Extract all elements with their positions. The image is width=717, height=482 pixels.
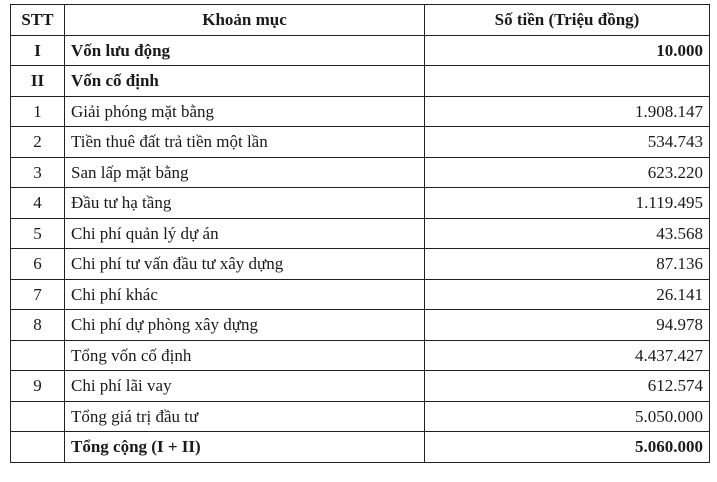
table-row: [11, 432, 710, 463]
row-item: Chi phí tư vấn đầu tư xây dựng: [65, 249, 425, 280]
row-item: Vốn cố định: [65, 66, 425, 97]
row-stt: 5: [11, 218, 65, 249]
document-page: [10, 4, 709, 478]
row-item: Đầu tư hạ tầng: [65, 188, 425, 219]
row-stt: 4: [11, 188, 65, 219]
table-row: [11, 279, 710, 310]
row-item: San lấp mặt bằng: [65, 157, 425, 188]
row-stt: II: [11, 66, 65, 97]
row-amount: 5.050.000: [425, 401, 710, 432]
row-item: Chi phí dự phòng xây dựng: [65, 310, 425, 341]
row-amount: 534.743: [425, 127, 710, 158]
row-item: Giải phóng mặt bằng: [65, 96, 425, 127]
header-item: Khoản mục: [65, 5, 425, 36]
row-item: Tổng cộng (I + II): [65, 432, 425, 463]
row-amount: 623.220: [425, 157, 710, 188]
row-amount: 94.978: [425, 310, 710, 341]
row-item: Chi phí lãi vay: [65, 371, 425, 402]
table-row: [11, 96, 710, 127]
row-item: Tổng giá trị đầu tư: [65, 401, 425, 432]
row-item: Tiền thuê đất trả tiền một lần: [65, 127, 425, 158]
row-stt: [11, 432, 65, 463]
table-row: [11, 66, 710, 97]
row-item: Chi phí quản lý dự án: [65, 218, 425, 249]
row-stt: 2: [11, 127, 65, 158]
row-amount: 26.141: [425, 279, 710, 310]
row-item: Vốn lưu động: [65, 35, 425, 66]
row-amount: 612.574: [425, 371, 710, 402]
row-stt: 1: [11, 96, 65, 127]
row-amount: 10.000: [425, 35, 710, 66]
table-row: [11, 310, 710, 341]
row-stt: I: [11, 35, 65, 66]
header-stt: STT: [11, 5, 65, 36]
row-stt: 3: [11, 157, 65, 188]
table-row: [11, 35, 710, 66]
row-stt: [11, 340, 65, 371]
table-row: [11, 127, 710, 158]
table-row: [11, 249, 710, 280]
row-item: Chi phí khác: [65, 279, 425, 310]
investment-table: [10, 4, 710, 463]
row-amount: 87.136: [425, 249, 710, 280]
header-amount: Số tiền (Triệu đồng): [425, 5, 710, 36]
row-stt: 6: [11, 249, 65, 280]
row-amount: 5.060.000: [425, 432, 710, 463]
row-amount: 1.908.147: [425, 96, 710, 127]
table-header-row: [11, 5, 710, 36]
row-stt: 9: [11, 371, 65, 402]
row-item: Tổng vốn cố định: [65, 340, 425, 371]
row-amount: 1.119.495: [425, 188, 710, 219]
row-amount: 4.437.427: [425, 340, 710, 371]
table-body: [11, 35, 710, 462]
table-row: [11, 157, 710, 188]
table-row: [11, 401, 710, 432]
row-stt: [11, 401, 65, 432]
table-row: [11, 340, 710, 371]
row-stt: 7: [11, 279, 65, 310]
row-amount: 43.568: [425, 218, 710, 249]
row-amount: [425, 66, 710, 97]
table-row: [11, 218, 710, 249]
table-row: [11, 188, 710, 219]
row-stt: 8: [11, 310, 65, 341]
table-row: [11, 371, 710, 402]
